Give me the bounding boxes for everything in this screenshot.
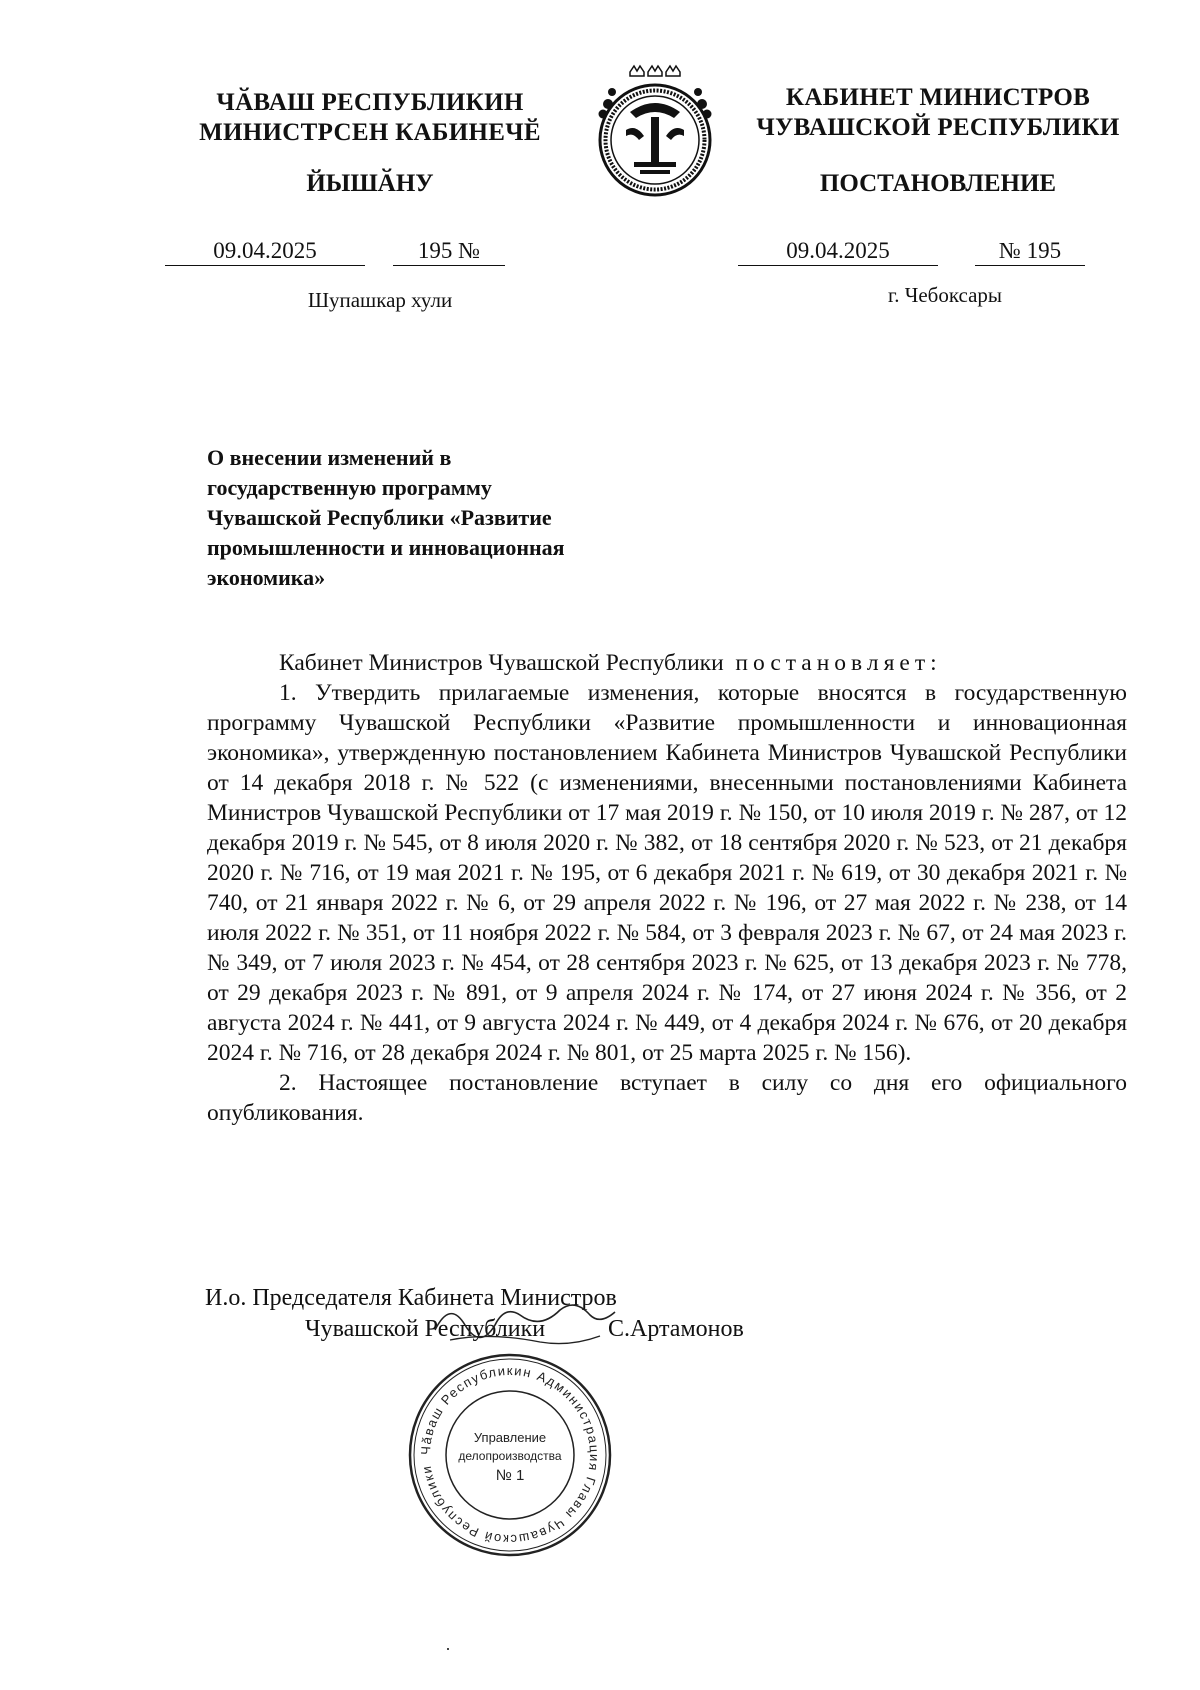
right-date: 09.04.2025: [738, 237, 938, 266]
round-stamp: [405, 1350, 615, 1560]
right-header-title: [738, 83, 1138, 143]
intro-text: Кабинет Министров Чувашской Республики: [279, 650, 724, 676]
left-city: Шупашкар хули: [307, 288, 453, 312]
right-number: № 195: [975, 237, 1085, 266]
left-number: 195 №: [393, 237, 505, 266]
stamp-center-line1: Управление: [473, 1430, 547, 1445]
item-1-paragraph: 1. Утвердить прилагаемые изменения, которые вносятся в государственную программу Чувашской Республики «Развитие промышленности и инновационная экономика», утвержденную постановлением Кабинета Министров Чувашской Республики от 14 декабря 2018 г. № 522 (с изменениями, внесенными постановлениями Кабинета Министров Чувашской Республики от 17 мая 2019 г. № 150, от 10 июля 2019 г. № 287, от 12 декабря 2019 г. № 545, от 8 июля 2020 г. № 382, от 18 сентября 2020 г. № 523, от 21 декабря 2020 г. № 716, от 19 мая 2021 г. № 195, от 6 декабря 2021 г. № 619, от 30 декабря 2021 г. № 740, от 21 января 2022 г. № 6, от 29 апреля 2022 г. № 196, от 27 мая 2022 г. № 238, от 14 июля 2022 г. № 351, от 11 ноября 2022 г. № 584, от 3 февраля 2023 г. № 67, от 24 мая 2023 г. № 349, от 7 июля 2023 г. № 454, от 28 сентября 2023 г. № 625, от 13 декабря 2023 г. № 778, от 29 декабря 2023 г. № 891, от 9 апреля 2024 г. № 174, от 27 июня 2024 г. № 356, от 2 августа 2024 г. № 441, от 9 августа 2024 г. № 449, от 4 декабря 2024 г. № 676, от 20 декабря 2024 г. № 716, от 28 декабря 2024 г. № 801, от 25 марта 2025 г. № 156).: [207, 680, 1127, 1066]
stamp-center-line3: № 1: [495, 1467, 525, 1484]
right-doc-type: ПОСТАНОВЛЕНИЕ: [819, 170, 1057, 197]
document-subject: О внесении изменений в государственную программу Чувашской Республики «Развитие промышленности и инновационная экономика»: [207, 445, 565, 590]
signature-position-line1: И.о. Председателя Кабинета Министров: [205, 1285, 617, 1311]
intro-paragraph: [207, 648, 1127, 678]
left-date: 09.04.2025: [165, 237, 365, 266]
stamp-center-line2: делопроизводства: [458, 1449, 562, 1463]
stamp-ring-text: Чӑваш Республикин Администрация Главы Чувашской Республики: [417, 1362, 603, 1548]
left-title-line2: МИНИСТРСЕН КАБИНЕЧӖ: [199, 119, 541, 146]
left-title-line1: ЧӐВАШ РЕСПУБЛИКИН: [216, 89, 524, 116]
left-header-title: [170, 88, 570, 148]
document-body: [207, 648, 1127, 1128]
coat-of-arms-emblem: [590, 62, 720, 202]
signature-name: С.Артамонов: [608, 1316, 744, 1342]
right-city: г. Чебоксары: [887, 283, 1003, 307]
scan-dot: [447, 1648, 449, 1650]
right-title-line2: ЧУВАШСКОЙ РЕСПУБЛИКИ: [756, 114, 1120, 141]
item-2-paragraph: 2. Настоящее постановление вступает в силу со дня его официального опубликования.: [207, 1070, 1127, 1126]
signature-position-line2: Чувашской Республики: [305, 1316, 546, 1342]
right-title-line1: КАБИНЕТ МИНИСТРОВ: [785, 84, 1091, 111]
left-doc-type: ЙЫШӐНУ: [306, 170, 434, 197]
intro-verb: постановляет:: [735, 650, 942, 676]
